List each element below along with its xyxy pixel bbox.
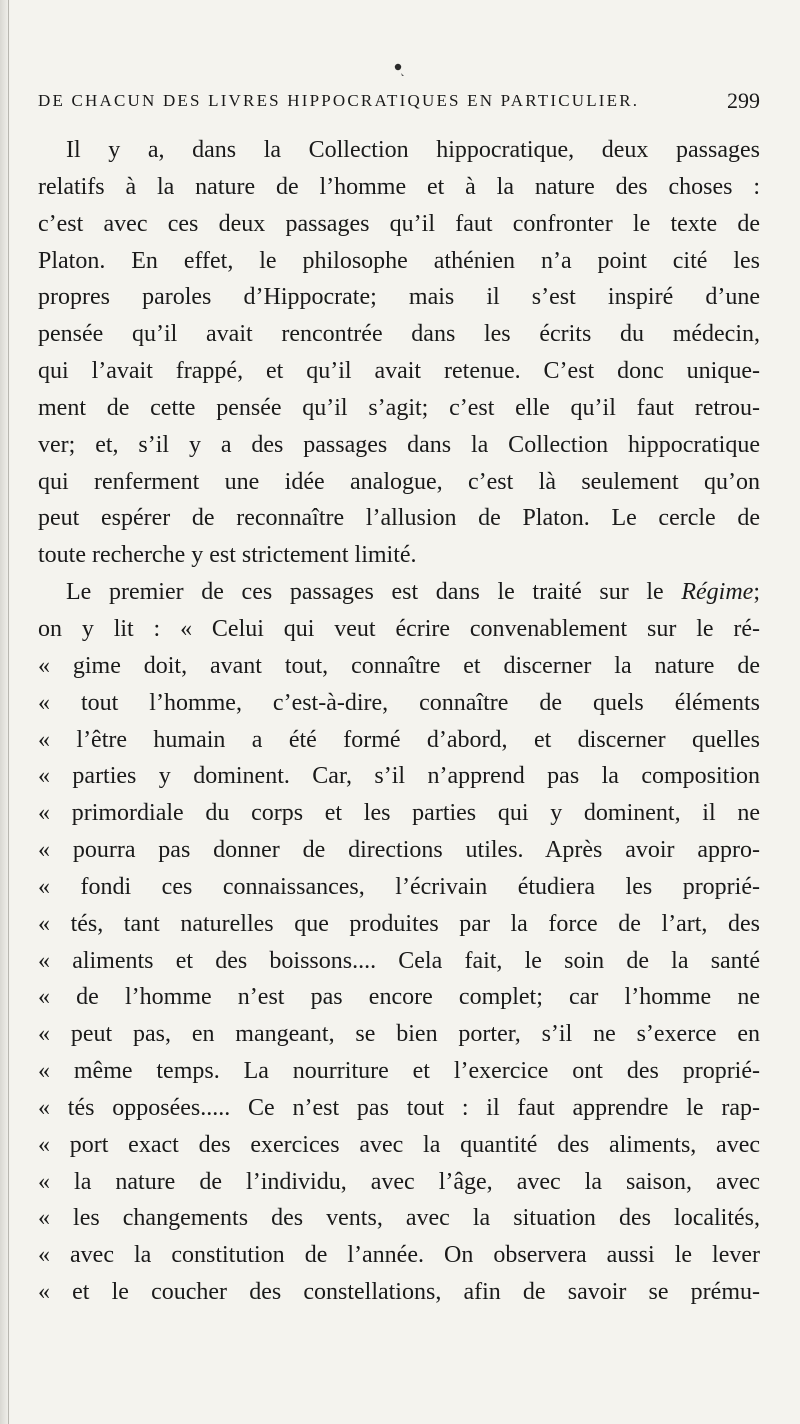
text-line: « tés opposées..... Ce n’est pas tout : il faut apprendre le rap- — [38, 1094, 760, 1121]
text-line: Il y a, dans la Collection hippocratique, deux passages — [66, 137, 760, 163]
text-line: ment de cette pensée qu’il s’agit; c’est elle qu’il faut retrou- — [38, 394, 760, 421]
text-line: pensée qu’il avait rencontrée dans les écrits du médecin, — [38, 321, 760, 348]
text-line: Platon. En effet, le philosophe athénien n’a point cité les — [38, 247, 760, 274]
text-line: « aliments et des boissons.... Cela fait, le soin de la santé — [38, 947, 760, 974]
text-line: « l’être humain a été formé d’abord, et discerner quelles — [38, 726, 760, 753]
ink-mark-icon — [392, 62, 406, 78]
running-head — [38, 86, 760, 116]
italic-title: Régime — [681, 579, 754, 606]
text-line: relatifs à la nature de l’homme et à la nature des choses : — [38, 173, 760, 200]
text-line: peut espérer de reconnaître l’allusion de Platon. Le cercle de — [38, 505, 760, 532]
text-line: on y lit : « Celui qui veut écrire convenablement sur le ré- — [38, 615, 760, 642]
text-line: « pourra pas donner de directions utiles. Après avoir appro- — [38, 837, 760, 864]
text-line: « peut pas, en mangeant, se bien porter, s’il ne s’exerce en — [38, 1021, 760, 1048]
text-line: qui l’avait frappé, et qu’il avait retenue. C’est donc unique- — [38, 358, 760, 385]
running-head-title: DE CHACUN DES LIVRES HIPPOCRATIQUES EN PARTICULIER. — [38, 91, 640, 110]
text-line: « parties y dominent. Car, s’il n’apprend pas la composition — [38, 763, 760, 790]
text-line: « tout l’homme, c’est-à-dire, connaître de quels éléments — [38, 689, 760, 716]
body-text — [38, 132, 760, 1311]
text-line: propres paroles d’Hippocrate; mais il s’est inspiré d’une — [38, 284, 760, 311]
text-line: « les changements des vents, avec la situation des localités, — [38, 1205, 760, 1232]
text-line: « la nature de l’individu, avec l’âge, avec la saison, avec — [38, 1168, 760, 1195]
text-line: « primordiale du corps et les parties qui y dominent, il ne — [38, 800, 760, 827]
page-number: 299 — [727, 88, 760, 113]
text-line: « de l’homme n’est pas encore complet; car l’homme ne — [38, 984, 760, 1011]
text-line: « même temps. La nourriture et l’exercice ont des proprié- — [38, 1058, 760, 1085]
text-line: « fondi ces connaissances, l’écrivain étudiera les proprié- — [38, 873, 760, 900]
text-line: « gime doit, avant tout, connaître et discerner la nature de — [38, 652, 760, 679]
text-line: « et le coucher des constellations, afin de savoir se prému- — [38, 1279, 760, 1306]
text-line: « tés, tant naturelles que produites par la force de l’art, des — [38, 910, 760, 937]
text-line: ver; et, s’il y a des passages dans la Collection hippocratique — [38, 431, 760, 458]
text-line: « avec la constitution de l’année. On observera aussi le lever — [38, 1242, 760, 1269]
text-line: « port exact des exercices avec la quantité des aliments, avec — [38, 1131, 760, 1158]
page-edge-line — [8, 0, 9, 1424]
text-line: c’est avec ces deux passages qu’il faut confronter le texte de — [38, 210, 760, 237]
text-line — [38, 574, 760, 611]
text-line: qui renferment une idée analogue, c’est là seulement qu’on — [38, 468, 760, 495]
text-line: toute recherche y est strictement limité. — [38, 542, 417, 569]
text-segment: Le premier de ces passages est dans le traité sur le Régime; — [66, 579, 760, 606]
